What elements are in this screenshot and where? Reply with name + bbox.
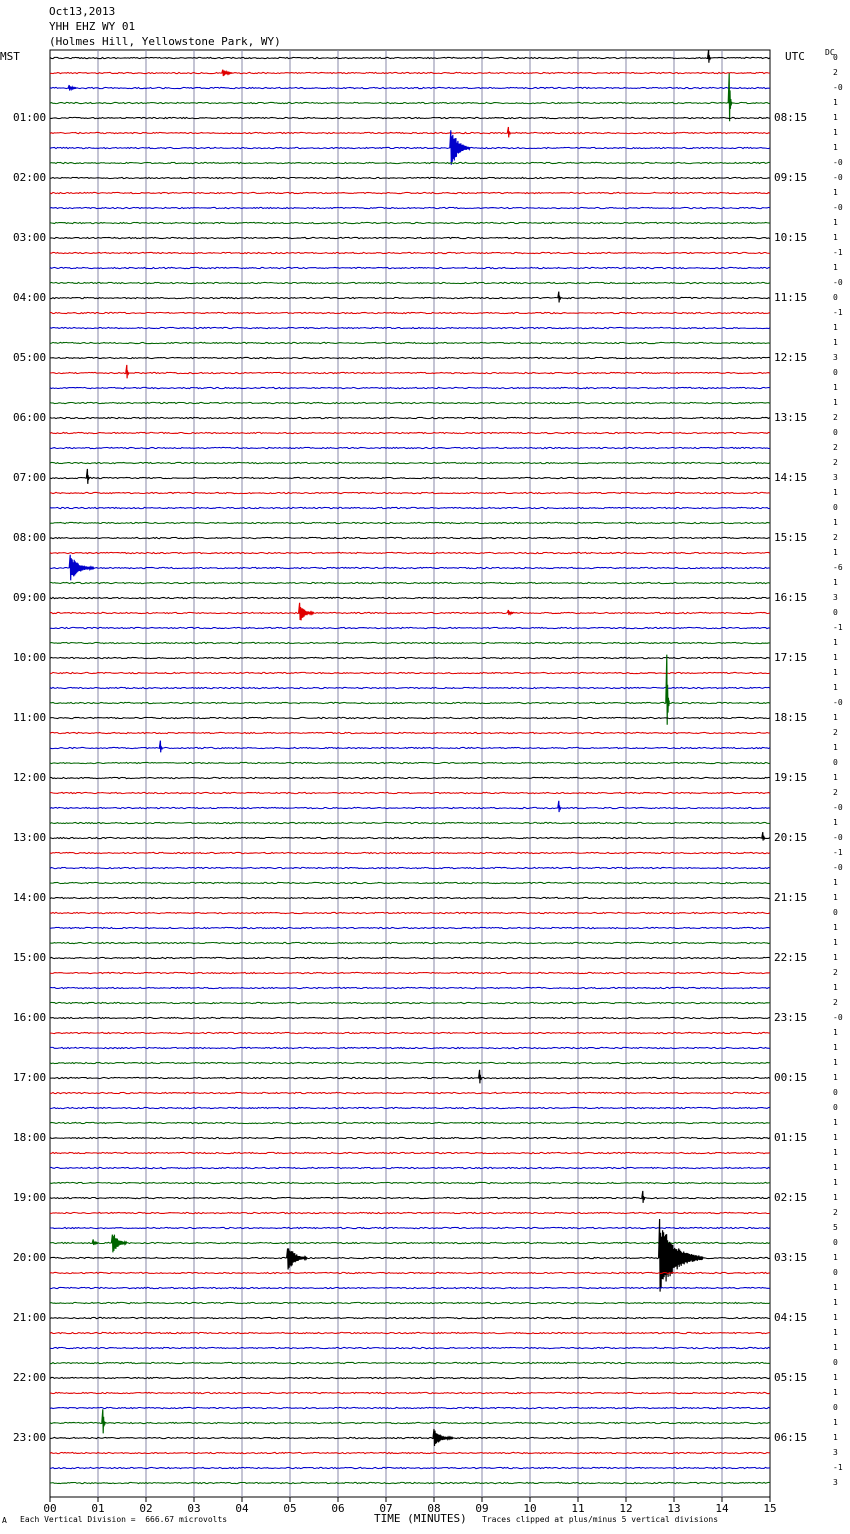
mst-hour-label: 06:00 (13, 411, 47, 424)
trace-row (50, 417, 770, 418)
dc-offset-value: 1 (833, 1028, 838, 1037)
x-tick-label: 10 (523, 1502, 537, 1515)
mst-hour-label: 20:00 (13, 1251, 47, 1264)
trace-row (50, 402, 770, 403)
trace-row (50, 1362, 770, 1363)
trace-row (50, 132, 770, 133)
corner-mark: A (2, 1516, 7, 1525)
trace-row (50, 1077, 770, 1078)
dc-offset-value: 1 (833, 1133, 838, 1142)
dc-offset-value: -0 (833, 158, 843, 167)
utc-axis-title: UTC (785, 50, 805, 63)
dc-offset-value: 1 (833, 713, 838, 722)
x-tick-label: 05 (283, 1502, 297, 1515)
trace-row (50, 792, 770, 793)
trace-row (50, 627, 770, 628)
x-axis-title: TIME (MINUTES) (374, 1512, 467, 1525)
trace-row (50, 207, 770, 208)
trace-row (50, 1152, 770, 1153)
dc-offset-value: 2 (833, 458, 838, 467)
dc-offset-value: 2 (833, 788, 838, 797)
trace-row (50, 777, 770, 778)
trace-row (50, 762, 770, 763)
trace-row (50, 447, 770, 448)
dc-offset-value: -0 (833, 173, 843, 182)
trace-row (50, 717, 770, 718)
dc-offset-value: 1 (833, 743, 838, 752)
seismic-event (69, 555, 94, 581)
mst-hour-label: 12:00 (13, 771, 47, 784)
trace-row (50, 342, 770, 343)
dc-header: DC (825, 48, 835, 57)
trace-row (50, 267, 770, 268)
trace-row (50, 252, 770, 253)
dc-offset-value: 1 (833, 683, 838, 692)
dc-offset-value: 0 (833, 293, 838, 302)
dc-offset-value: 1 (833, 893, 838, 902)
dc-offset-value: 0 (833, 1088, 838, 1097)
dc-offset-value: 1 (833, 1418, 838, 1427)
dc-offset-value: 0 (833, 758, 838, 767)
mst-hour-label: 16:00 (13, 1011, 47, 1024)
utc-hour-label: 12:15 (774, 351, 808, 364)
dc-offset-value: 2 (833, 728, 838, 737)
trace-row (50, 372, 770, 373)
trace-row (50, 957, 770, 958)
trace-row (50, 117, 770, 118)
dc-offset-value: 1 (833, 518, 838, 527)
trace-row (50, 1392, 770, 1393)
seismic-event (86, 469, 89, 484)
utc-hour-label: 00:15 (774, 1071, 808, 1084)
trace-row (50, 1302, 770, 1303)
dc-offset-value: 1 (833, 128, 838, 137)
trace-row (50, 657, 770, 658)
trace-row (50, 312, 770, 313)
trace-row (50, 57, 770, 58)
dc-offset-value: -0 (833, 698, 843, 707)
trace-row (50, 1032, 770, 1033)
trace-row (50, 897, 770, 898)
dc-offset-value: 1 (833, 983, 838, 992)
trace-row (50, 732, 770, 733)
dc-offset-value: 1 (833, 668, 838, 677)
mst-hour-label: 22:00 (13, 1371, 47, 1384)
seismic-event (507, 127, 510, 137)
trace-row (50, 612, 770, 613)
mst-hour-label: 14:00 (13, 891, 47, 904)
seismic-event (708, 50, 711, 63)
trace-row (50, 582, 770, 583)
dc-offset-value: 0 (833, 608, 838, 617)
dc-offset-value: 0 (833, 1103, 838, 1112)
dc-offset-value: 2 (833, 68, 838, 77)
x-tick-label: 15 (763, 1502, 777, 1515)
dc-offset-value: -0 (833, 1013, 843, 1022)
mst-hour-label: 10:00 (13, 651, 47, 664)
dc-offset-value: 2 (833, 998, 838, 1007)
utc-hour-label: 13:15 (774, 411, 808, 424)
dc-offset-value: 1 (833, 923, 838, 932)
x-tick-label: 01 (91, 1502, 105, 1515)
x-tick-label: 11 (571, 1502, 585, 1515)
trace-row (50, 642, 770, 643)
seismic-event (126, 365, 129, 379)
dc-offset-value: 0 (833, 1268, 838, 1277)
x-tick-label: 02 (139, 1502, 153, 1515)
trace-row (50, 1437, 770, 1438)
dc-offset-value: -0 (833, 833, 843, 842)
dc-offset-value: -0 (833, 203, 843, 212)
seismic-event (92, 1239, 98, 1245)
clip-note: Traces clipped at plus/minus 5 vertical divisions (482, 1515, 719, 1524)
utc-hour-label: 15:15 (774, 531, 808, 544)
dc-offset-value: 1 (833, 1328, 838, 1337)
dc-offset-value: 1 (833, 1148, 838, 1157)
dc-offset-value: 0 (833, 368, 838, 377)
seismic-event (299, 603, 314, 621)
trace-row (50, 1317, 770, 1318)
utc-hour-label: 17:15 (774, 651, 808, 664)
dc-offset-value: 1 (833, 548, 838, 557)
utc-hour-label: 06:15 (774, 1431, 808, 1444)
dc-offset-value: 1 (833, 383, 838, 392)
dc-offset-value: -0 (833, 863, 843, 872)
dc-offset-value: 1 (833, 218, 838, 227)
trace-row (50, 912, 770, 913)
dc-offset-value: -6 (833, 563, 843, 572)
trace-row (50, 147, 770, 148)
dc-offset-value: 1 (833, 773, 838, 782)
dc-offset-value: 1 (833, 263, 838, 272)
seismic-event (433, 1429, 453, 1446)
utc-hour-label: 16:15 (774, 591, 808, 604)
mst-hour-label: 11:00 (13, 711, 47, 724)
trace-row (50, 477, 770, 478)
dc-offset-value: 1 (833, 98, 838, 107)
trace-row (50, 1407, 770, 1408)
trace-row (50, 1047, 770, 1048)
trace-row (50, 987, 770, 988)
trace-row (50, 1122, 770, 1123)
trace-row (50, 1137, 770, 1138)
mst-hour-label: 01:00 (13, 111, 47, 124)
dc-offset-value: -0 (833, 83, 843, 92)
dc-offset-value: 1 (833, 953, 838, 962)
mst-hour-label: 15:00 (13, 951, 47, 964)
trace-row (50, 1212, 770, 1213)
dc-offset-value: -0 (833, 803, 843, 812)
seismic-event (159, 741, 162, 753)
trace-row (50, 1452, 770, 1453)
dc-offset-value: 1 (833, 143, 838, 152)
trace-row (50, 162, 770, 163)
x-tick-label: 08 (427, 1502, 441, 1515)
utc-hour-label: 19:15 (774, 771, 808, 784)
trace-row (50, 747, 770, 748)
mst-hour-label: 09:00 (13, 591, 47, 604)
x-tick-label: 07 (379, 1502, 393, 1515)
mst-hour-label: 02:00 (13, 171, 47, 184)
dc-offset-value: 1 (833, 1373, 838, 1382)
trace-row (50, 1377, 770, 1378)
dc-offset-value: -1 (833, 248, 843, 257)
trace-row (50, 357, 770, 358)
trace-row (50, 387, 770, 388)
trace-row (50, 462, 770, 463)
dc-offset-value: 1 (833, 323, 838, 332)
trace-row (50, 567, 770, 568)
trace-row (50, 882, 770, 883)
dc-offset-value: 2 (833, 968, 838, 977)
seismic-event (102, 1409, 105, 1433)
dc-offset-value: 1 (833, 653, 838, 662)
seismic-event (558, 292, 561, 303)
dc-offset-value: 1 (833, 938, 838, 947)
mst-hour-label: 03:00 (13, 231, 47, 244)
utc-hour-label: 23:15 (774, 1011, 808, 1024)
trace-row (50, 222, 770, 223)
trace-row (50, 507, 770, 508)
utc-hour-label: 03:15 (774, 1251, 808, 1264)
trace-row (50, 177, 770, 178)
utc-hour-label: 21:15 (774, 891, 808, 904)
mst-hour-label: 23:00 (13, 1431, 47, 1444)
mst-hour-label: 18:00 (13, 1131, 47, 1144)
trace-row (50, 1062, 770, 1063)
dc-offset-value: 1 (833, 1283, 838, 1292)
dc-offset-value: 3 (833, 353, 838, 362)
seismic-event (479, 1070, 482, 1084)
trace-row (50, 972, 770, 973)
trace-row (50, 852, 770, 853)
x-tick-label: 14 (715, 1502, 729, 1515)
mst-hour-label: 21:00 (13, 1311, 47, 1324)
trace-row (50, 552, 770, 553)
dc-offset-value: 1 (833, 1313, 838, 1322)
dc-offset-value: -1 (833, 1463, 843, 1472)
seismic-event (68, 85, 76, 91)
trace-row (50, 87, 770, 88)
trace-row (50, 1092, 770, 1093)
utc-hour-label: 18:15 (774, 711, 808, 724)
dc-offset-value: 0 (833, 1238, 838, 1247)
trace-row (50, 1002, 770, 1003)
mst-hour-label: 19:00 (13, 1191, 47, 1204)
utc-hour-label: 22:15 (774, 951, 808, 964)
trace-row (50, 1107, 770, 1108)
dc-offset-value: 3 (833, 1448, 838, 1457)
dc-offset-value: 1 (833, 113, 838, 122)
utc-hour-label: 01:15 (774, 1131, 808, 1144)
trace-row (50, 237, 770, 238)
mst-axis-title: MST (0, 50, 20, 63)
dc-offset-value: 1 (833, 1043, 838, 1052)
utc-hour-label: 05:15 (774, 1371, 808, 1384)
dc-offset-value: -1 (833, 848, 843, 857)
x-tick-label: 00 (43, 1502, 57, 1515)
dc-offset-value: -0 (833, 278, 843, 287)
seismic-event (222, 70, 233, 76)
trace-row (50, 537, 770, 538)
seismic-event (642, 1191, 645, 1203)
seismic-event (728, 73, 731, 121)
trace-row (50, 522, 770, 523)
utc-hour-label: 09:15 (774, 171, 808, 184)
mst-hour-label: 05:00 (13, 351, 47, 364)
trace-row (50, 1347, 770, 1348)
seismic-event (666, 655, 669, 725)
dc-offset-value: 3 (833, 1478, 838, 1487)
trace-row (50, 1287, 770, 1288)
mst-hour-label: 04:00 (13, 291, 47, 304)
dc-offset-value: 1 (833, 398, 838, 407)
x-tick-label: 12 (619, 1502, 633, 1515)
trace-row (50, 282, 770, 283)
trace-row (50, 1017, 770, 1018)
utc-hour-label: 10:15 (774, 231, 808, 244)
utc-hour-label: 14:15 (774, 471, 808, 484)
dc-offset-value: 1 (833, 338, 838, 347)
dc-offset-value: 1 (833, 1178, 838, 1187)
dc-offset-value: 2 (833, 533, 838, 542)
dc-offset-value: 0 (833, 428, 838, 437)
utc-hour-label: 02:15 (774, 1191, 808, 1204)
dc-offset-value: 2 (833, 1208, 838, 1217)
trace-row (50, 1467, 770, 1468)
mst-hour-label: 08:00 (13, 531, 47, 544)
trace-row (50, 822, 770, 823)
trace-row (50, 1182, 770, 1183)
dc-offset-value: 1 (833, 818, 838, 827)
dc-offset-value: 1 (833, 233, 838, 242)
mst-hour-label: 07:00 (13, 471, 47, 484)
utc-hour-label: 20:15 (774, 831, 808, 844)
utc-hour-label: 11:15 (774, 291, 808, 304)
dc-offset-value: 0 (833, 503, 838, 512)
x-tick-label: 06 (331, 1502, 345, 1515)
trace-row (50, 597, 770, 598)
mst-hour-label: 13:00 (13, 831, 47, 844)
dc-offset-value: 3 (833, 473, 838, 482)
mst-hour-label: 17:00 (13, 1071, 47, 1084)
trace-row (50, 1197, 770, 1198)
dc-offset-value: 1 (833, 1433, 838, 1442)
x-tick-label: 13 (667, 1502, 681, 1515)
dc-offset-value: 0 (833, 1403, 838, 1412)
dc-offset-value: 1 (833, 188, 838, 197)
trace-row (50, 192, 770, 193)
trace-row (50, 807, 770, 808)
dc-offset-value: 0 (833, 1358, 838, 1367)
trace-row (50, 927, 770, 928)
trace-row (50, 1422, 770, 1423)
trace-row (50, 102, 770, 103)
dc-offset-value: 1 (833, 1058, 838, 1067)
utc-hour-label: 04:15 (774, 1311, 808, 1324)
seismic-event (659, 1219, 703, 1292)
dc-offset-value: 1 (833, 1298, 838, 1307)
x-tick-label: 04 (235, 1502, 249, 1515)
dc-offset-value: 5 (833, 1223, 838, 1232)
dc-offset-value: -1 (833, 623, 843, 632)
x-tick-label: 03 (187, 1502, 201, 1515)
trace-row (50, 1227, 770, 1228)
trace-row (50, 867, 770, 868)
dc-offset-value: 1 (833, 1073, 838, 1082)
location-label: (Holmes Hill, Yellowstone Park, WY) (49, 35, 281, 48)
dc-offset-value: 1 (833, 638, 838, 647)
seismic-event (507, 610, 513, 615)
trace-row (50, 837, 770, 838)
dc-offset-value: 3 (833, 593, 838, 602)
dc-offset-value: 1 (833, 578, 838, 587)
seismic-event (111, 1235, 126, 1253)
dc-offset-value: 1 (833, 1343, 838, 1352)
dc-offset-value: 0 (833, 53, 838, 62)
trace-row (50, 687, 770, 688)
dc-offset-value: 1 (833, 1118, 838, 1127)
dc-offset-value: 1 (833, 1388, 838, 1397)
dc-offset-value: 1 (833, 878, 838, 887)
trace-row (50, 942, 770, 943)
dc-offset-value: 2 (833, 413, 838, 422)
dc-offset-value: 1 (833, 1163, 838, 1172)
dc-offset-value: 1 (833, 1193, 838, 1202)
utc-hour-label: 08:15 (774, 111, 808, 124)
seismic-event (762, 832, 765, 841)
trace-row (50, 1332, 770, 1333)
trace-row (50, 297, 770, 298)
trace-row (50, 492, 770, 493)
scale-note: Each Vertical Division = 666.67 microvolts (20, 1515, 228, 1524)
seismic-event (450, 130, 470, 164)
trace-row (50, 672, 770, 673)
trace-row (50, 1482, 770, 1483)
seismic-event (558, 801, 561, 812)
trace-row (50, 702, 770, 703)
trace-row (50, 432, 770, 433)
dc-offset-value: 0 (833, 908, 838, 917)
date-label: Oct13,2013 (49, 5, 116, 18)
x-tick-label: 09 (475, 1502, 489, 1515)
trace-row (50, 1167, 770, 1168)
dc-offset-value: -1 (833, 308, 843, 317)
trace-row (50, 72, 770, 73)
dc-offset-value: 1 (833, 488, 838, 497)
dc-offset-value: 1 (833, 1253, 838, 1262)
trace-row (50, 327, 770, 328)
dc-offset-value: 2 (833, 443, 838, 452)
seismic-event (287, 1248, 307, 1269)
station-label: YHH EHZ WY 01 (49, 20, 136, 33)
